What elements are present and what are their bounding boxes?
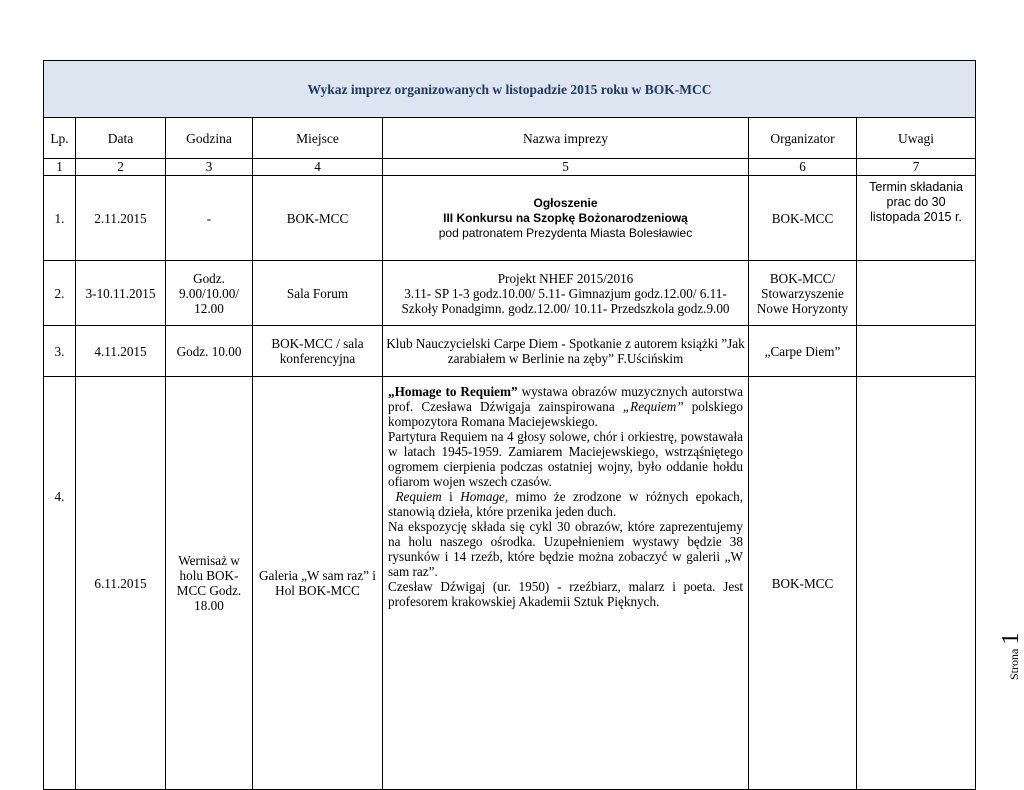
row-lp: 3. (44, 326, 76, 377)
col-number: 5 (383, 159, 749, 176)
row-organizer: „Carpe Diem” (749, 326, 857, 377)
row-place: Galeria „W sam raz” i Hol BOK-MCC (253, 377, 383, 790)
description-italic: Requiem (395, 489, 442, 504)
header-lp: Lp. (44, 118, 76, 159)
description-text: polskiego kompozytora Romana Maciejewskiego. (388, 399, 743, 429)
description-paragraph (388, 489, 743, 519)
table-row (44, 261, 976, 326)
col-number: 3 (166, 159, 253, 176)
header-row (44, 118, 976, 159)
row-place: BOK-MCC / sala konferencyjna (253, 326, 383, 377)
page-number: 1 (998, 632, 1024, 645)
description-italic: „Requiem” (622, 399, 684, 414)
row-organizer: BOK-MCC (749, 176, 857, 261)
description-paragraph: Na ekspozycję składa się cykl 30 obrazów, które zaprezentujemy na holu naszego ośrodka. Uzupełnieniem wystawy będzie 38 rysunków i 14 rzeźb, które będzie można zobaczyć w galerii „W sam raz”. (388, 519, 743, 579)
col-number: 7 (857, 159, 976, 176)
description-text: mimo że zrodzone w różnych epokach, stanowią dzieła, które przenika jeden duch. (388, 489, 743, 519)
row-lp: 2. (44, 261, 76, 326)
description-paragraph: Czesław Dźwigaj (ur. 1950) - rzeźbiarz, malarz i poeta. Jest profesorem krakowskiej Akademii Sztuk Pięknych. (388, 579, 743, 609)
table-row (44, 176, 976, 261)
page-word: Strona (1007, 648, 1021, 680)
header-time: Godzina (166, 118, 253, 159)
col-number: 4 (253, 159, 383, 176)
row-date: 2.11.2015 (76, 176, 166, 261)
row-date: 6.11.2015 (76, 377, 166, 790)
row-time: Godz. 10.00 (166, 326, 253, 377)
row-time: - (166, 176, 253, 261)
description-text: i (441, 489, 461, 504)
row-place: Sala Forum (253, 261, 383, 326)
description-paragraph: Partytura Requiem na 4 głosy solowe, chór i orkiestrę, powstawała w latach 1945-1959. Zamiarem Maciejewskiego, wstrząśniętego ogromem cierpienia podczas ostatniej wojny, było oddanie hołdu ofiarom wojen wszech czasów. (388, 429, 743, 489)
col-number: 2 (76, 159, 166, 176)
row-event-name (383, 261, 749, 326)
table-row (44, 326, 976, 377)
row-place: BOK-MCC (253, 176, 383, 261)
row-organizer: BOK-MCC (749, 377, 857, 790)
row-event-name: Klub Nauczycielski Carpe Diem - Spotkanie z autorem książki ”Jak zarabiałem w Berlinie na zęby” F.Uścińskim (383, 326, 749, 377)
col-number: 6 (749, 159, 857, 176)
header-event-name: Nazwa imprezy (383, 118, 749, 159)
row-notes (857, 261, 976, 326)
row-notes: Termin składania prac do 30 listopada 2015 r. (857, 176, 976, 261)
description-text: wystawa obrazów muzycznych autorstwa prof. Czesława Dźwigaja zainspirowana (388, 384, 743, 414)
event-name-line: Ogłoszenie (533, 195, 598, 210)
header-date: Data (76, 118, 166, 159)
col-number: 1 (44, 159, 76, 176)
description-title: „Homage to Requiem” (388, 384, 518, 399)
event-name-line: pod patronatem Prezydenta Miasta Bolesławiec (438, 225, 693, 240)
row-lp: 4. (44, 377, 76, 790)
row-event-name (383, 176, 749, 261)
header-notes: Uwagi (857, 118, 976, 159)
header-place: Miejsce (253, 118, 383, 159)
event-name-line: 3.11- SP 1-3 godz.10.00/ 5.11- Gimnazjum godz.12.00/ 6.11-Szkoły Ponadgimn. godz.12.00/ 10.11- Przedszkola godz.9.00 (401, 285, 730, 316)
row-lp: 1. (44, 176, 76, 261)
event-name-line: Projekt NHEF 2015/2016 (497, 270, 634, 286)
events-table (43, 60, 976, 790)
table-title: Wykaz imprez organizowanych w listopadzie 2015 roku w BOK-MCC (44, 61, 976, 118)
description-italic: Homage, (460, 489, 509, 504)
row-notes (857, 326, 976, 377)
row-time: Wernisaż w holu BOK-MCC Godz. 18.00 (166, 377, 253, 790)
header-organizer: Organizator (749, 118, 857, 159)
description-paragraph (388, 384, 743, 429)
row-date: 3-10.11.2015 (76, 261, 166, 326)
row-time: Godz. 9.00/10.00/ 12.00 (166, 261, 253, 326)
row-event-description (383, 377, 749, 790)
column-number-row (44, 159, 976, 176)
row-organizer: BOK-MCC/ Stowarzyszenie Nowe Horyzonty (749, 261, 857, 326)
table-row (44, 377, 976, 790)
row-notes (857, 377, 976, 790)
page-number-label (998, 622, 1024, 682)
row-date: 4.11.2015 (76, 326, 166, 377)
event-name-line: III Konkursu na Szopkę Bożonarodzeniową (443, 210, 688, 225)
